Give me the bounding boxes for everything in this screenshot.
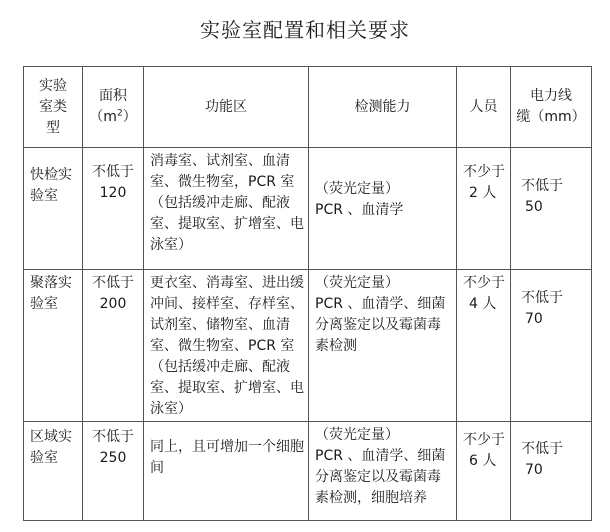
staff-cell <box>457 270 511 422</box>
cable-cell <box>511 422 592 521</box>
cable-line: 不低于 <box>521 441 563 457</box>
lab-type-cell <box>24 148 83 270</box>
header-cable-line: 缆（mm） <box>516 109 586 125</box>
function-cell: 消毒室、试剂室、血清室、微生物室，PCR 室（包括缓冲走廊、配液室、提取室、扩增室、电泳室） <box>144 148 309 270</box>
staff-cell <box>457 148 511 270</box>
capability-line: PCR 、血清学 <box>315 202 404 218</box>
capability-cell <box>309 148 457 270</box>
area-cell <box>83 422 144 521</box>
cable-line: 70 <box>525 311 543 327</box>
lab-type-line: 聚落实 <box>30 275 72 291</box>
function-cell: 更衣室、消毒室、进出缓冲间、接样室、存样室、试剂室、储物室、血清室、微生物室、PCR 室（包括缓冲走廊、配液室、提取室、扩增室、电泳室） <box>144 270 309 422</box>
lab-type-line: 区域实 <box>30 429 72 445</box>
cable-line: 50 <box>525 199 543 215</box>
header-cable <box>511 67 592 148</box>
lab-type-line: 验室 <box>30 450 58 466</box>
cable-line: 70 <box>525 462 543 478</box>
area-line: 不低于 <box>92 429 134 445</box>
capability-line: （荧光定量） <box>315 181 399 197</box>
cable-cell <box>511 148 592 270</box>
area-line: 250 <box>99 450 127 466</box>
staff-line: 不少于 <box>463 275 505 291</box>
function-cell <box>144 422 309 521</box>
header-lab-type-line: 室类 <box>39 98 67 115</box>
header-area <box>83 67 144 148</box>
cable-cell <box>511 270 592 422</box>
capability-cell <box>309 422 457 521</box>
staff-cell <box>457 422 511 521</box>
header-function: 功能区 <box>144 67 309 148</box>
header-lab-type <box>24 67 83 148</box>
header-area-unit-close: ） <box>122 109 137 125</box>
area-line: 120 <box>99 185 127 201</box>
header-cable-line: 电力线 <box>530 88 572 104</box>
area-line: 不低于 <box>92 275 134 291</box>
capability-cell <box>309 270 457 422</box>
header-lab-type-line: 型 <box>46 119 60 136</box>
staff-line: 2 人 <box>469 185 497 201</box>
staff-line: 6 人 <box>469 453 497 469</box>
capability-line: （荧光定量） <box>315 275 399 291</box>
staff-line: 不少于 <box>463 432 505 448</box>
staff-line: 不少于 <box>463 164 505 180</box>
cable-line: 不低于 <box>521 178 563 194</box>
table-row <box>24 148 592 270</box>
area-line: 不低于 <box>92 164 134 180</box>
area-cell <box>83 148 144 270</box>
lab-type-cell <box>24 422 83 521</box>
area-line: 200 <box>99 296 127 312</box>
capability-line: （荧光定量） <box>315 427 399 443</box>
header-capability: 检测能力 <box>309 67 457 148</box>
document-title: 实验室配置和相关要求 <box>200 18 410 42</box>
lab-config-table <box>23 66 592 521</box>
table-row <box>24 422 592 521</box>
staff-line: 4 人 <box>469 296 497 312</box>
cable-line: 不低于 <box>521 290 563 306</box>
capability-line: PCR 、血清学、细菌分离鉴定以及霉菌毒素检测 <box>315 296 446 354</box>
lab-type-line: 验室 <box>30 296 58 312</box>
header-area-unit-sup: 2 <box>116 108 123 119</box>
area-cell <box>83 270 144 422</box>
header-staff: 人员 <box>457 67 511 148</box>
header-row <box>24 67 592 148</box>
header-area-label: 面积 <box>99 88 127 104</box>
function-text: 同上，且可增加一个细胞间 <box>150 439 304 476</box>
lab-type-cell <box>24 270 83 422</box>
header-area-unit-open: （m <box>89 109 117 125</box>
lab-type-line: 验室 <box>30 188 58 204</box>
header-area-unit <box>83 107 143 128</box>
table-row <box>24 270 592 422</box>
capability-line: PCR 、血清学、细菌分离鉴定以及霉菌毒素检测，细胞培养 <box>315 448 446 506</box>
header-lab-type-line: 实验 <box>39 77 67 94</box>
lab-type-line: 快检实 <box>30 167 72 183</box>
